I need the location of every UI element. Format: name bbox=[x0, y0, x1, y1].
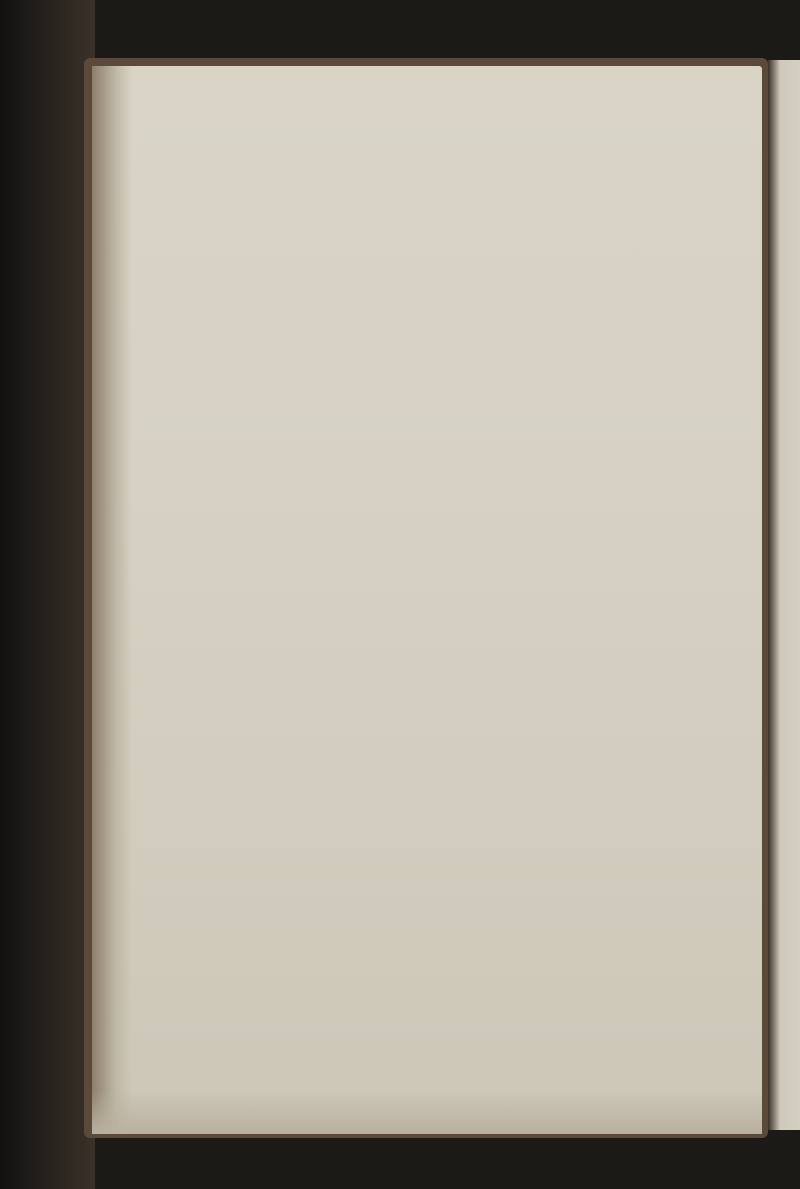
page-gutter-shadow bbox=[92, 66, 132, 1134]
page-bottom-shade bbox=[92, 1090, 762, 1134]
book-page bbox=[92, 66, 762, 1134]
facing-page-edge bbox=[768, 60, 800, 1130]
left-binding bbox=[0, 0, 95, 1189]
